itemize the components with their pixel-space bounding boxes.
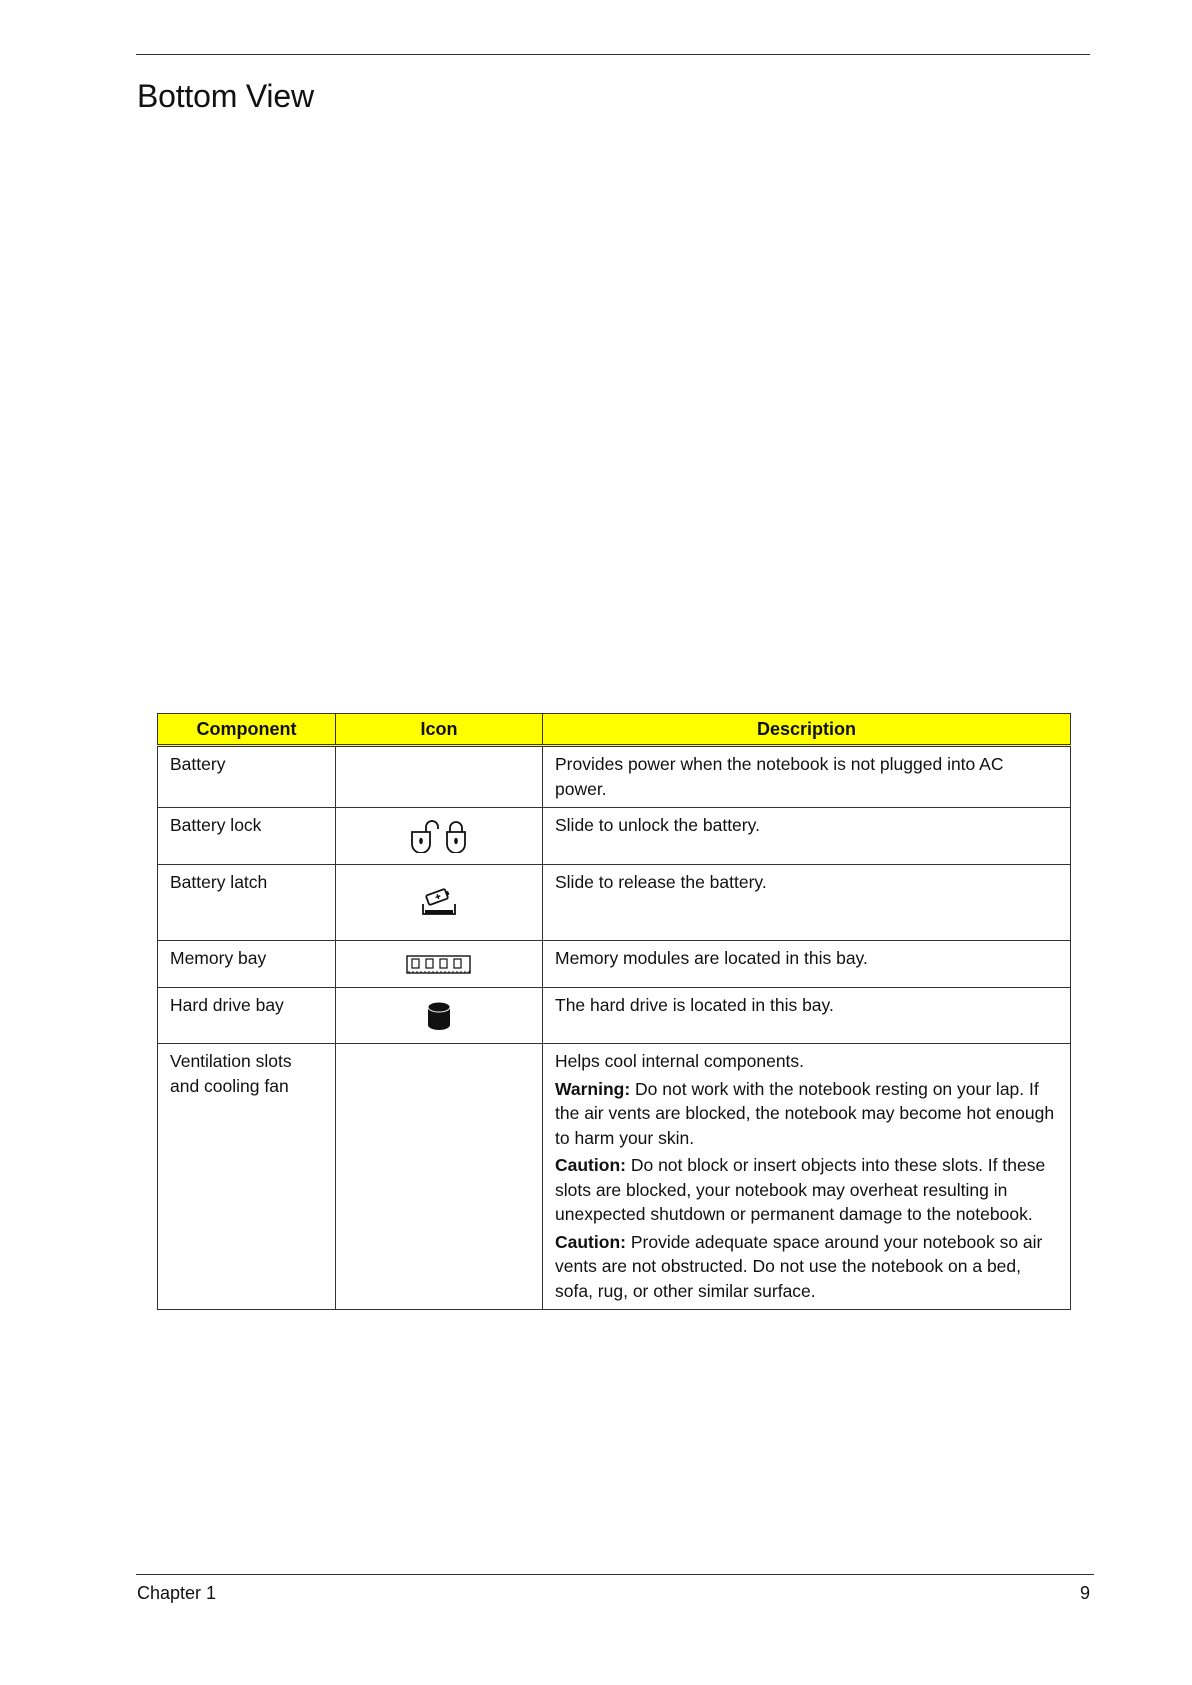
battery-release-icon (419, 891, 459, 911)
caution-note (555, 1153, 1058, 1227)
description-cell (543, 1044, 1071, 1310)
caution-note (555, 1230, 1058, 1304)
icon-cell (336, 1044, 543, 1310)
table-row (158, 746, 1071, 808)
table-row (158, 1044, 1071, 1310)
header-icon: Icon (336, 714, 543, 746)
table-header-row (158, 714, 1071, 746)
description-text: Helps cool internal components. (555, 1051, 805, 1071)
table-row (158, 865, 1071, 941)
warning-label: Warning: (555, 1078, 631, 1099)
description-cell: Slide to release the battery. (543, 865, 1071, 941)
component-cell: Battery (158, 746, 336, 808)
footer-page-number: 9 (1079, 1583, 1090, 1603)
header-description: Description (543, 714, 1071, 746)
header-component: Component (158, 714, 336, 746)
caution-label: Caution: (555, 1231, 626, 1252)
icon-cell (336, 988, 543, 1044)
caution-label: Caution: (555, 1155, 626, 1175)
icon-cell (336, 865, 543, 941)
component-cell: Battery latch (158, 865, 336, 941)
page-title: Bottom View (137, 78, 314, 114)
caution-text: Do not block or insert objects into these slots. If these slots are blocked, your notebook may overheat resulting in unexpected shutdown or permanent damage to the notebook. (555, 1155, 1046, 1224)
memory-module-icon (406, 954, 472, 974)
table-row (158, 808, 1071, 865)
component-cell: Ventilation slots and cooling fan (158, 1044, 336, 1310)
description-cell: Memory modules are located in this bay. (543, 941, 1071, 988)
component-cell: Hard drive bay (158, 988, 336, 1044)
footer-chapter: Chapter 1 (137, 1583, 217, 1603)
warning-text: Do not work with the notebook resting on your lap. If the air vents are blocked, the notebook may become hot enough to harm your skin. (555, 1078, 1055, 1148)
battery-lock-icon (407, 825, 471, 845)
icon-cell (336, 808, 543, 865)
component-cell: Battery lock (158, 808, 336, 865)
warning-note (555, 1077, 1058, 1151)
hard-drive-icon (426, 1004, 452, 1024)
description-cell: Provides power when the notebook is not plugged into AC power. (543, 746, 1071, 808)
description-cell: Slide to unlock the battery. (543, 808, 1071, 865)
description-cell: The hard drive is located in this bay. (543, 988, 1071, 1044)
top-rule (136, 54, 1090, 55)
component-table (157, 713, 1071, 1310)
icon-cell (336, 941, 543, 988)
table-row (158, 988, 1071, 1044)
component-cell: Memory bay (158, 941, 336, 988)
table-row (158, 941, 1071, 988)
bottom-rule (136, 1574, 1094, 1575)
icon-cell (336, 746, 543, 808)
caution-text: Provide adequate space around your notebook so air vents are not obstructed. Do not use the notebook on a bed, sofa, rug, or other similar surface. (555, 1231, 1043, 1301)
